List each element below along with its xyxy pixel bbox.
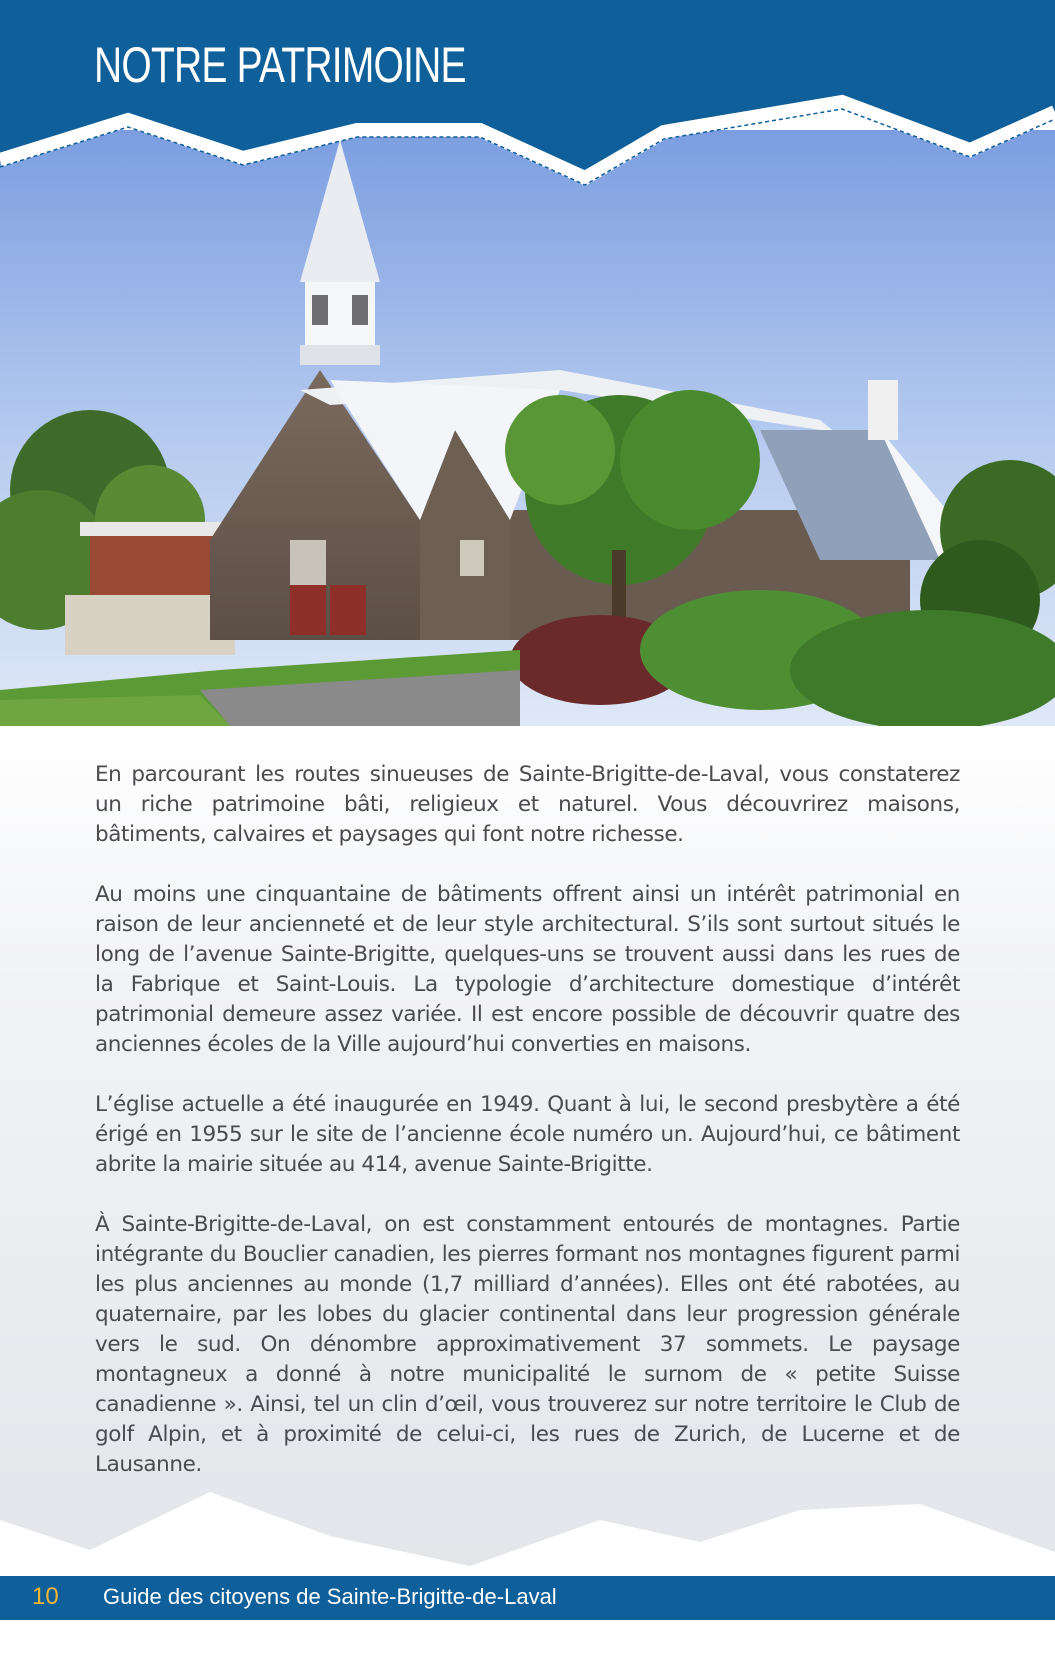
article-text <box>95 760 960 1510</box>
footer-bar <box>0 1576 1055 1620</box>
footer-guide-title: Guide des citoyens de Sainte-Brigitte-de-Laval <box>103 1584 557 1609</box>
paragraph: À Sainte-Brigitte-de-Laval, on est constamment entourés de montagnes. Partie intégrante du Bouclier canadien, les pierres formant nos montagnes figurent parmi les plus anciennes au monde (1,7 milliard d’années). Elles ont été rabotées, au quaternaire, par les lobes du glacier continental dans leur progression générale vers le sud. On dénombre approximativement 37 sommets. Le paysage montagneux a donné à notre municipalité le surnom de « petite Suisse canadienne ». Ainsi, tel un clin d’œil, vous trouverez sur notre territoire le Club de golf Alpin, et à proximité de celui-ci, les rues de Zurich, de Lucerne et de Lausanne. <box>95 1212 960 1477</box>
paragraph: Au moins une cinquantaine de bâtiments offrent ainsi un intérêt patrimonial en raison de leur ancienneté et de leur style architectural. S’ils sont surtout situés le long de l’avenue Sainte-Brigitte, quelques-uns se trouvent aussi dans les rues de la Fabrique et Saint-Louis. La typologie d’architecture domestique d’intérêt patrimonial demeure assez variée. Il est encore possible de découvrir quatre des anciennes écoles de la Ville aujourd’hui converties en maisons. <box>95 882 960 1057</box>
paragraph: En parcourant les routes sinueuses de Sainte-Brigitte-de-Laval, vous constaterez un riche patrimoine bâti, religieux et naturel. Vous découvrirez maisons, bâtiments, calvaires et paysages qui font notre richesse. <box>95 762 960 847</box>
page-number: 10 <box>32 1583 59 1610</box>
church-photo <box>0 130 1055 726</box>
mountain-silhouette <box>0 1480 1055 1580</box>
paragraph: L’église actuelle a été inaugurée en 1949. Quant à lui, le second presbytère a été érigé en 1955 sur le site de l’ancienne école numéro un. Aujourd’hui, ce bâtiment abrite la mairie située au 414, avenue Sainte-Brigitte. <box>95 1092 960 1177</box>
header-banner <box>0 0 1055 200</box>
page-title: NOTRE PATRIMOINE <box>94 37 466 93</box>
